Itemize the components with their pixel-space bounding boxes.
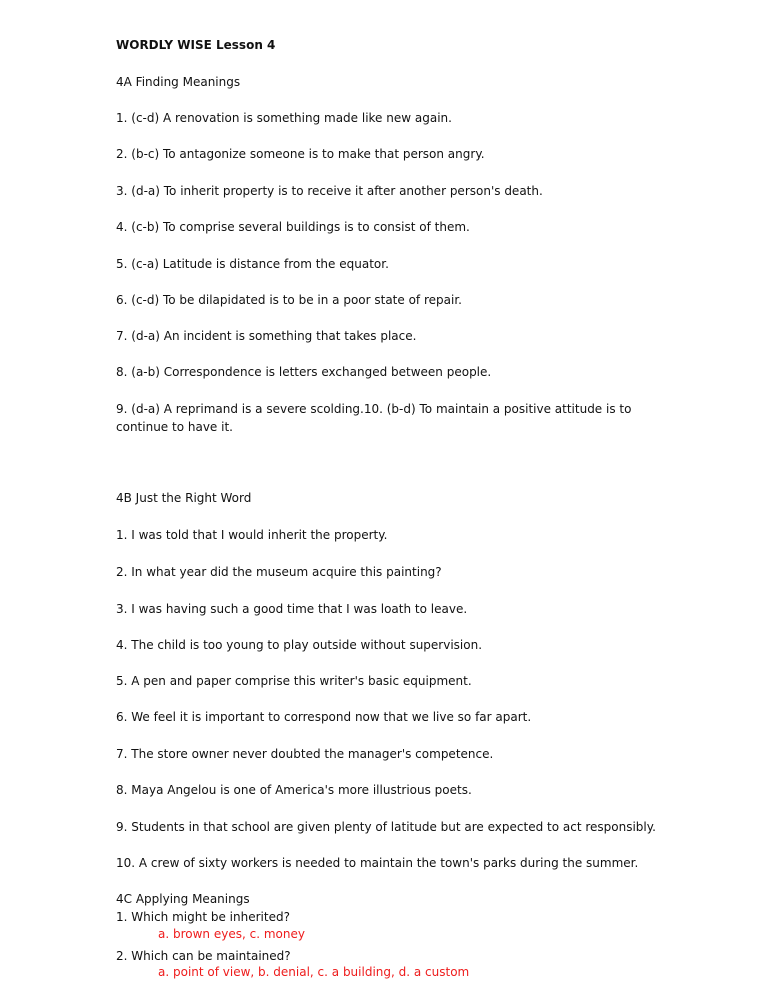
section-4a-item: 1. (c-d) A renovation is something made like new again. <box>116 111 452 126</box>
section-4b-item: 10. A crew of sixty workers is needed to maintain the town's parks during the summer. <box>116 855 639 870</box>
section-4b-heading: 4B Just the Right Word <box>116 491 252 506</box>
section-4c-heading: 4C Applying Meanings <box>116 892 250 907</box>
section-4c-answer: a. point of view, b. denial, c. a building, d. a custom <box>158 965 470 979</box>
section-4b-item: 6. We feel it is important to correspond now that we live so far apart. <box>116 710 532 725</box>
section-4b-item: 7. The store owner never doubted the manager's competence. <box>116 747 494 761</box>
section-4a-item: 2. (b-c) To antagonize someone is to make that person angry. <box>116 147 485 162</box>
section-4a-item-continuation: continue to have it. <box>116 419 233 434</box>
section-4b-item: 3. I was having such a good time that I was loath to leave. <box>116 601 468 616</box>
section-4a-item: 5. (c-a) Latitude is distance from the equator. <box>116 256 389 271</box>
section-4a-item: 8. (a-b) Correspondence is letters exchanged between people. <box>116 365 492 380</box>
section-4a-item: 4. (c-b) To comprise several buildings is to consist of them. <box>116 220 470 234</box>
section-4a-heading: 4A Finding Meanings <box>116 74 241 89</box>
section-4c-question: 1. Which might be inherited? <box>116 909 290 924</box>
section-4b-item: 9. Students in that school are given plenty of latitude but are expected to act responsibly. <box>116 819 656 834</box>
section-4a-item: 7. (d-a) An incident is something that takes place. <box>116 329 417 344</box>
section-4b-item: 8. Maya Angelou is one of America's more illustrious poets. <box>116 782 472 797</box>
section-4a-item: 6. (c-d) To be dilapidated is to be in a poor state of repair. <box>116 292 462 307</box>
section-4b-item: 4. The child is too young to play outside without supervision. <box>116 637 483 652</box>
section-4c-question: 2. Which can be maintained? <box>116 948 291 963</box>
section-4b-item: 2. In what year did the museum acquire this painting? <box>116 564 442 579</box>
section-4a-item: 3. (d-a) To inherit property is to receive it after another person's death. <box>116 184 543 199</box>
section-4a-item: 9. (d-a) A reprimand is a severe scolding.10. (b-d) To maintain a positive attitude is to <box>116 402 632 417</box>
section-4c-answer: a. brown eyes, c. money <box>158 927 305 942</box>
section-4b-item: 1. I was told that I would inherit the property. <box>116 528 388 543</box>
section-4b-item: 5. A pen and paper comprise this writer's basic equipment. <box>116 674 472 689</box>
document-title: WORDLY WISE Lesson 4 <box>116 37 276 52</box>
